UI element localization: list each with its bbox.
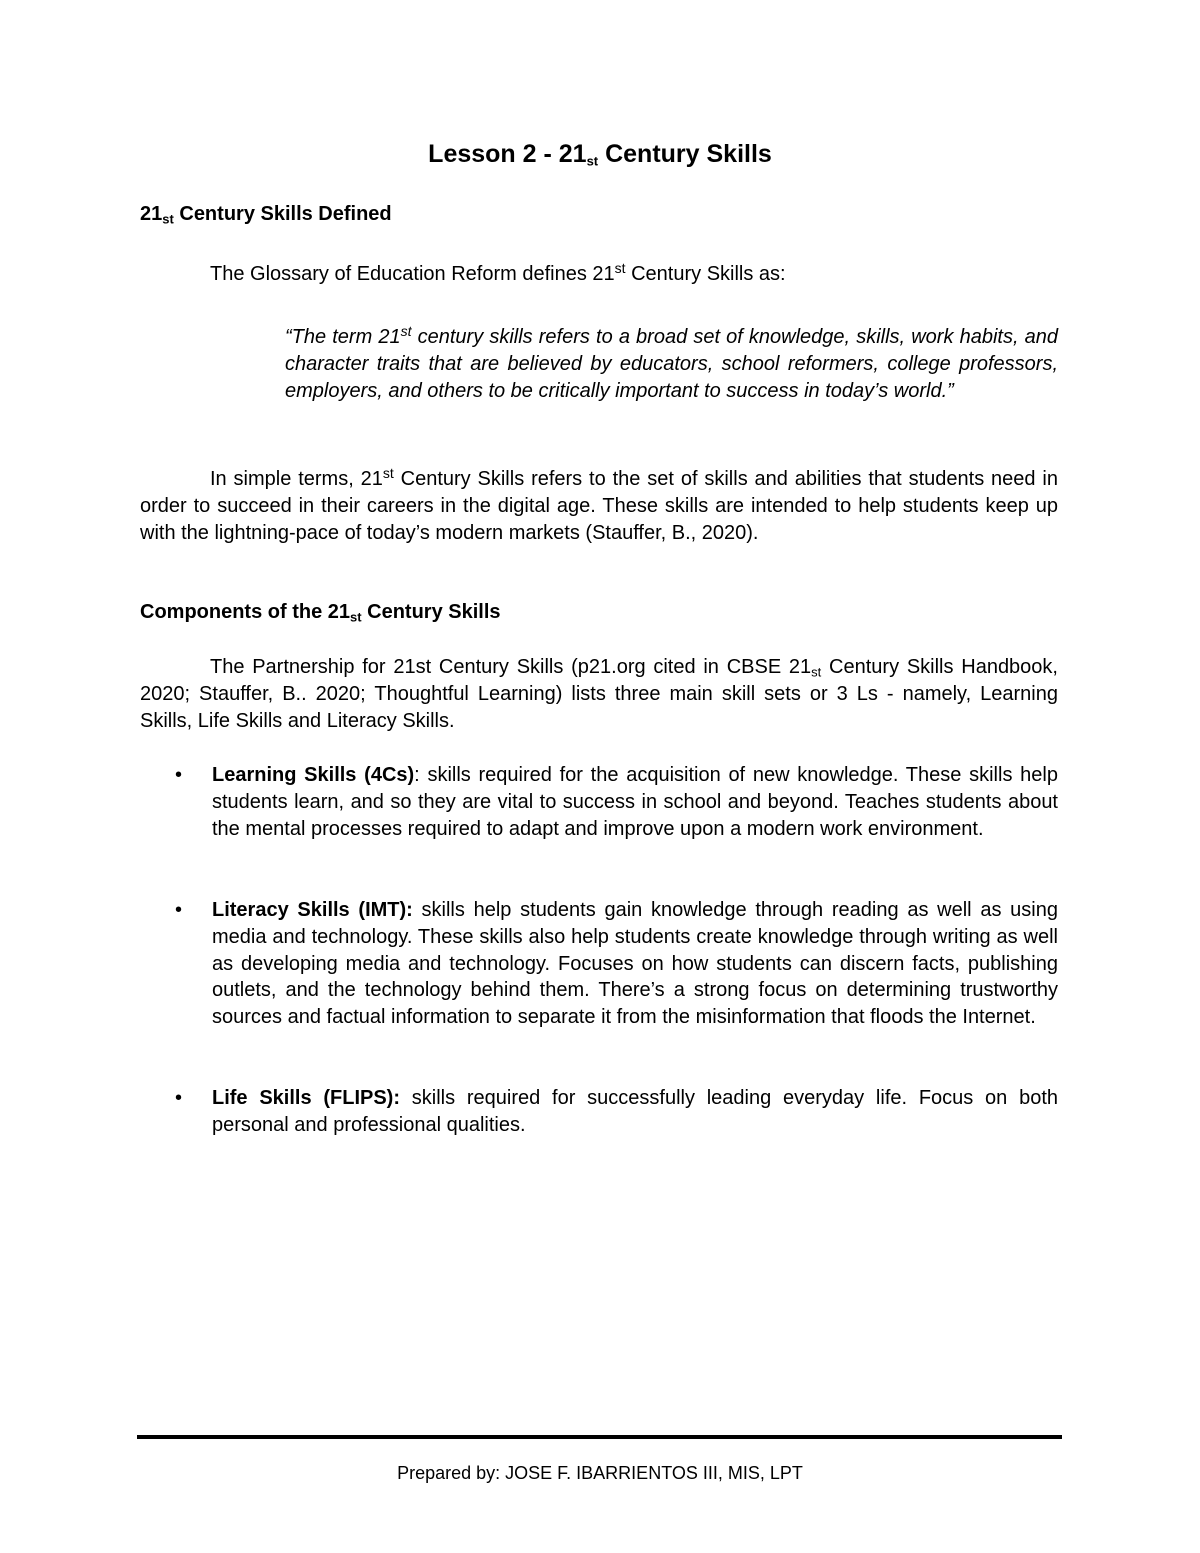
bullet-term: Learning Skills (4Cs)	[212, 764, 415, 786]
bullet-icon: •	[175, 764, 183, 786]
simple-terms-paragraph: In simple terms, 21st Century Skills refers to the set of skills and abilities that students need in order to succeed in their careers in the digital age. These skills are intended to help students keep up with the lightning-pace of today’s modern markets (Stauffer, B., 2020).	[140, 465, 1058, 544]
bullet-icon: •	[175, 899, 183, 921]
bullet-term: Life Skills (FLIPS):	[212, 1087, 401, 1109]
bullet-text: Literacy Skills (IMT): skills help students gain knowledge through reading as well as using media and technology. These skills also help students create knowledge through writing as well as developing media and technology. Focuses on how students can discern facts, publishing outlets, and the technology behind them. There’s a strong focus on determining trustworthy sources and factual information to separate it from the misinformation that floods the Internet.	[212, 899, 1058, 1029]
section-heading-components: Components of the $21_{st}$ Century Skills	[140, 601, 501, 625]
definition-quote: “The term 21st century skills refers to a broad set of knowledge, skills, work habits, and character traits that are believed by educators, school reformers, college professors, employers, and others to be critically important to success in today’s world.”	[285, 323, 1058, 402]
bullet-term: Literacy Skills (IMT):	[212, 899, 413, 921]
bullet-text: Learning Skills (4Cs): skills required for the acquisition of new knowledge. These skills help students learn, and so they are vital to success in school and beyond. Teaches students about the mental processes required to adapt and improve upon a modern work environment.	[212, 764, 1058, 840]
lesson-title: Lesson $2 - 21_{st}$ Century Skills	[428, 140, 772, 169]
section-heading-defined: $21_{st}$ Century Skills Defined	[140, 203, 392, 227]
footer-prepared-by: Prepared by: JOSE F. IBARRIENTOS III, MIS, LPT	[397, 1463, 803, 1483]
partnership-paragraph: The Partnership for 21st Century Skills (p21.org cited in CBSE $21_{st}$ Century Skills Handbook, 2020; Stauffer, B.. 2020; Thoughtful Learning) lists three main skill sets or 3 Ls - namely, Learning Skills, Life Skills and Literacy Skills.	[140, 656, 1058, 732]
bullet-icon: •	[175, 1087, 183, 1109]
glossary-intro: The Glossary of Education Reform defines 21st Century Skills as:	[210, 260, 786, 285]
bullet-text: Life Skills (FLIPS): skills required for successfully leading everyday life. Focus on both personal and professional qualities.	[212, 1087, 1059, 1136]
footer-divider	[137, 1435, 1062, 1439]
